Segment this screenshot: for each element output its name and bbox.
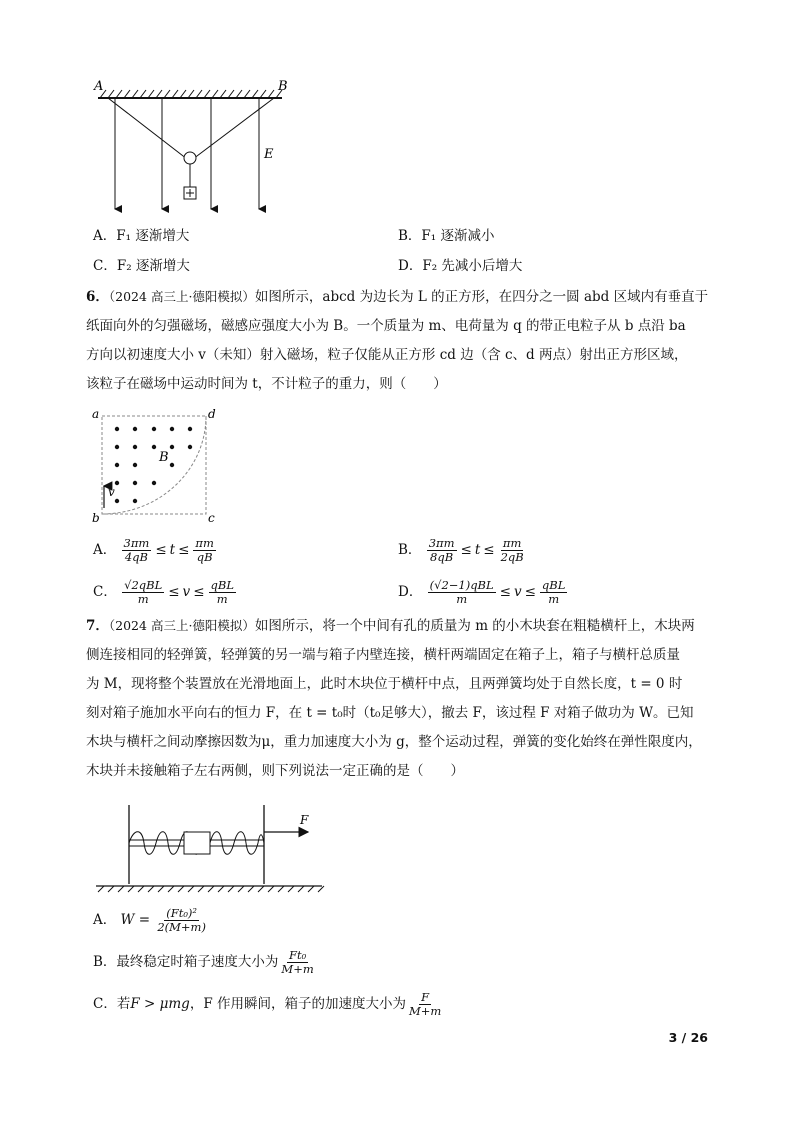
ground-hatch bbox=[98, 886, 324, 892]
fraction bbox=[540, 579, 567, 606]
q6-option-c[interactable] bbox=[93, 579, 237, 606]
q7-stem-line-4: 刻对箱子施加水平向右的恒力 F，在 t = t₀时（t₀足够大），撤去 F，该过程 F 对箱子做功为 W。已知 bbox=[86, 705, 694, 721]
denominator: M+m bbox=[281, 962, 314, 976]
fraction bbox=[122, 537, 152, 564]
condition: F > μmg bbox=[130, 996, 190, 1012]
leq-sign: ≤ bbox=[155, 542, 167, 558]
fraction bbox=[193, 537, 215, 564]
q7-option-b[interactable] bbox=[93, 949, 317, 976]
leq-sign: ≤ bbox=[460, 542, 472, 558]
fraction bbox=[407, 991, 443, 1018]
denominator: qB bbox=[196, 550, 213, 564]
denominator: m bbox=[548, 592, 560, 606]
variable: v bbox=[513, 584, 522, 600]
fraction bbox=[122, 579, 164, 606]
numerator: (√2−1)qBL bbox=[429, 578, 494, 592]
q7-stem-line-3: 为 M，现将整个装置放在光滑地面上，此时木块位于横杆中点，且两弹簧均处于自然长度，t = 0 时 bbox=[86, 676, 683, 692]
q6-option-b[interactable] bbox=[398, 537, 527, 564]
numerator: (Ft₀)² bbox=[166, 906, 198, 920]
numerator: qBL bbox=[541, 578, 566, 592]
option-letter: B． bbox=[398, 228, 422, 244]
stem-text: 如图所示，将一个中间有孔的质量为 m 的小木块套在粗糙横杆上，木块两 bbox=[254, 618, 695, 634]
denominator: m bbox=[216, 592, 228, 606]
q6-option-d[interactable] bbox=[398, 579, 568, 606]
force-label: F bbox=[300, 813, 309, 827]
q7-stem-line-5: 木块与横杆之间动摩擦因数为μ，重力加速度大小为 g，整个运动过程，弹簧的变化始终在弹性限度内， bbox=[86, 734, 702, 750]
label-a: A bbox=[94, 79, 104, 94]
denominator: 2(M+m) bbox=[157, 920, 206, 934]
numerator: 3πm bbox=[123, 536, 150, 550]
numerator: F bbox=[421, 990, 430, 1004]
question-source: （2024 高三上·德阳模拟） bbox=[108, 289, 255, 304]
corner-c: c bbox=[208, 511, 215, 525]
option-text: 若 bbox=[116, 996, 131, 1012]
q5-option-b[interactable] bbox=[398, 226, 495, 246]
fraction bbox=[428, 579, 496, 606]
field-label: B bbox=[159, 450, 169, 465]
page-number: 3 / 26 bbox=[668, 1030, 708, 1045]
numerator: qBL bbox=[210, 578, 234, 592]
q7-figure bbox=[94, 800, 334, 898]
velocity-label: v bbox=[108, 485, 115, 499]
denominator: 2qB bbox=[500, 550, 524, 564]
option-letter: A． bbox=[93, 228, 117, 244]
denominator: M+m bbox=[409, 1004, 442, 1018]
option-letter: D． bbox=[398, 584, 423, 600]
numerator: πm bbox=[195, 536, 214, 550]
stem-text: 如图所示，abcd 为边长为 L 的正方形，在四分之一圆 abd 区域内有垂直于 bbox=[254, 289, 709, 305]
leq-sign: ≤ bbox=[483, 542, 495, 558]
option-letter: C． bbox=[93, 996, 117, 1012]
q7-stem-line-6: 木块并未接触箱子左右两侧，则下列说法一定正确的是（ ） bbox=[86, 763, 464, 779]
denominator: m bbox=[456, 592, 468, 606]
fraction bbox=[499, 537, 526, 564]
q5-option-a[interactable] bbox=[93, 226, 189, 246]
leq-sign: ≤ bbox=[168, 584, 180, 600]
question-number: 6． bbox=[86, 289, 109, 305]
option-letter: A． bbox=[93, 912, 117, 928]
pulley bbox=[184, 152, 196, 164]
corner-d: d bbox=[208, 407, 216, 421]
option-letter: A． bbox=[93, 542, 117, 558]
numerator: Ft₀ bbox=[288, 948, 307, 962]
option-letter: D． bbox=[398, 258, 423, 274]
q5-option-c[interactable] bbox=[93, 256, 190, 276]
denominator: 8qB bbox=[430, 550, 454, 564]
q6-stem-line-2: 纸面向外的匀强磁场，磁感应强度大小为 B。一个质量为 m、电荷量为 q 的带正电粒子从 b 点沿 ba bbox=[86, 318, 686, 334]
option-text: F₂ 先减小后增大 bbox=[422, 258, 523, 274]
q7-stem-line-1 bbox=[86, 616, 695, 636]
q5-option-d[interactable] bbox=[398, 256, 522, 276]
fraction bbox=[279, 949, 315, 976]
q7-option-a[interactable] bbox=[93, 907, 209, 934]
option-letter: C． bbox=[93, 584, 117, 600]
denominator: 4qB bbox=[124, 550, 148, 564]
option-text: F₂ 逐渐增大 bbox=[116, 258, 190, 274]
leq-sign: ≤ bbox=[524, 584, 536, 600]
rope-right bbox=[193, 98, 274, 159]
variable: t bbox=[474, 542, 481, 558]
q6-stem-line-4: 该粒子在磁场中运动时间为 t，不计粒子的重力，则（ ） bbox=[86, 376, 447, 392]
fraction bbox=[427, 537, 457, 564]
corner-b: b bbox=[92, 511, 100, 525]
option-text: 最终稳定时箱子速度大小为 bbox=[116, 954, 279, 970]
fraction bbox=[209, 579, 236, 606]
rope-left bbox=[108, 98, 187, 159]
q6-stem-line-3: 方向以初速度大小 v（未知）射入磁场，粒子仅能从正方形 cd 边（含 c、d 两点）射出正方形区域， bbox=[86, 347, 688, 363]
variable: v bbox=[182, 584, 191, 600]
q7-stem-line-2: 侧连接相同的轻弹簧，轻弹簧的另一端与箱子内壁连接，横杆两端固定在箱子上，箱子与横杆总质量 bbox=[86, 647, 680, 663]
option-letter: B． bbox=[93, 954, 117, 970]
denominator: m bbox=[137, 592, 149, 606]
numerator: 3πm bbox=[428, 536, 455, 550]
wood-block bbox=[184, 832, 210, 854]
option-letter: B． bbox=[398, 542, 422, 558]
label-e: E bbox=[264, 147, 274, 162]
question-number: 7． bbox=[86, 618, 109, 634]
q7-option-c[interactable] bbox=[93, 991, 444, 1018]
option-text: ，F 作用瞬间，箱子的加速度大小为 bbox=[189, 996, 406, 1012]
label-b: B bbox=[278, 79, 288, 94]
fraction bbox=[155, 907, 208, 934]
right-spring bbox=[210, 832, 264, 855]
ceiling-hatch bbox=[100, 90, 282, 98]
q6-option-a[interactable] bbox=[93, 537, 217, 564]
option-text: F₁ 逐渐减小 bbox=[421, 228, 495, 244]
q5-figure bbox=[90, 76, 300, 216]
variable: t bbox=[169, 542, 176, 558]
question-source: （2024 高三上·德阳模拟） bbox=[108, 618, 255, 633]
numerator: πm bbox=[502, 536, 522, 550]
option-letter: C． bbox=[93, 258, 117, 274]
numerator: √2qBL bbox=[124, 578, 163, 592]
leq-sign: ≤ bbox=[499, 584, 511, 600]
leq-sign: ≤ bbox=[178, 542, 190, 558]
leq-sign: ≤ bbox=[193, 584, 205, 600]
lhs: W = bbox=[120, 912, 151, 928]
q6-figure bbox=[90, 404, 220, 526]
corner-a: a bbox=[92, 407, 100, 421]
q6-stem-line-1 bbox=[86, 287, 708, 307]
option-text: F₁ 逐渐增大 bbox=[116, 228, 190, 244]
